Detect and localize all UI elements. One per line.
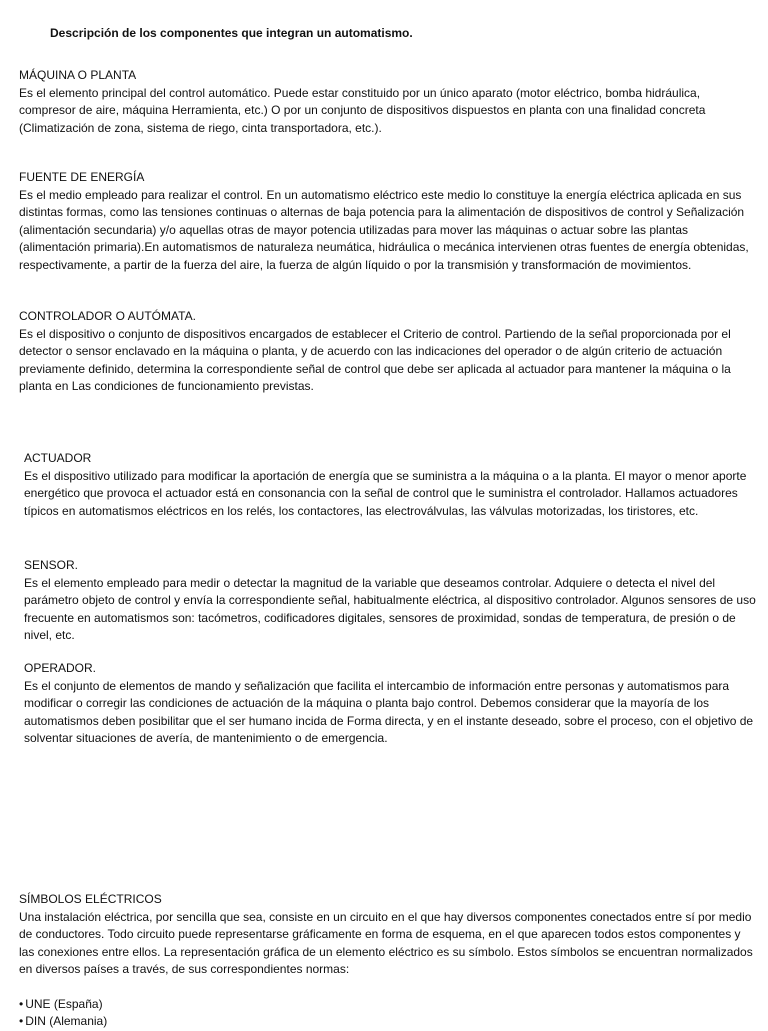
- section-body: Es el dispositivo utilizado para modificar la aportación de energía que se suministra a la máquina o a la planta. El mayor o menor aporte energético que provoca el actuador está en consonancia con la señal de control que le suministra el controlador. Hallamos actuadores típicos en automatismos eléctricos en los relés, los contactores, las electroválvulas, las válvulas motorizadas, los tiristores, etc.: [24, 468, 747, 518]
- section-controlador: [19, 308, 759, 396]
- section-body: Es el elemento empleado para medir o detectar la magnitud de la variable que deseamos controlar. Adquiere o detecta el nivel del parámetro objeto de control y envía la correspondiente señal, habitualmente eléctrica, al dispositivo controlador. Algunos sensores de uso frecuente en automatismos son: tacómetros, codificadores digitales, sensores de proximidad, sondas de temperatura, de presión o de nivel, etc.: [24, 575, 756, 642]
- section-body: Es el elemento principal del control automático. Puede estar constituido por un único aparato (motor eléctrico, bomba hidráulica, compresor de aire, máquina Herramienta, etc.) O por un conjunto de dispositivos dispuestos en planta con una finalidad concreta (Climatización de zona, sistema de riego, cinta transportadora, etc.).: [19, 85, 706, 135]
- section-body: Es el conjunto de elementos de mando y señalización que facilita el intercambio de información entre personas y automatismos para modificar o corregir las condiciones de actuación de la máquina o planta bajo control. Debemos considerar que la mayoría de los automatismos deben posibilitar que el ser humano incida de Forma directa, y en el instante deseado, sobre el proceso, con el objetivo de solventar situaciones de avería, de mantenimiento o de emergencia.: [24, 678, 754, 745]
- document-title: Descripción de los componentes que integran un automatismo.: [50, 26, 413, 40]
- section-body: Es el dispositivo o conjunto de dispositivos encargados de establecer el Criterio de control. Partiendo de la señal proporcionada por el detector o sensor enclavado en la máquina o planta, y de acuerdo con las indicaciones del operador o de algún criterio de actuación previamente definido, determina la correspondiente señal de control que debe ser aplicada al actuador para mantener la máquina o la planta en Las condiciones de funcionamiento previstas.: [19, 326, 731, 393]
- section-maquina-o-planta: [19, 67, 759, 137]
- section-operador: [24, 660, 760, 748]
- norms-list: [19, 996, 759, 1031]
- section-actuador: [24, 450, 760, 520]
- section-body: Es el medio empleado para realizar el control. En un automatismo eléctrico este medio lo constituye la energía eléctrica aplicada en sus distintas formas, como las tensiones continuas o alternas de baja potencia para la alimentación de dispositivos de control y Señalización (alimentación secundaria) y/o aquellas otras de mayor potencia utilizadas para mover las máquinas o actuar sobre las plantas (alimentación primaria).En automatismos de naturaleza neumática, hidráulica o mecánica intervienen otras fuentes de energía obtenidas, respectivamente, a partir de la fuerza del aire, la fuerza de algún líquido o por la transmisión y transformación de movimientos.: [19, 187, 749, 272]
- section-heading: SENSOR.: [24, 558, 79, 572]
- section-heading: FUENTE DE ENERGÍA: [19, 170, 145, 184]
- section-heading: SÍMBOLOS ELÉCTRICOS: [19, 892, 162, 906]
- section-sensor: [24, 557, 760, 645]
- section-heading: CONTROLADOR O AUTÓMATA.: [19, 309, 196, 323]
- list-item: • DIN (Alemania): [19, 1013, 759, 1031]
- section-simbolos-electricos: [19, 891, 759, 1031]
- list-item: • UNE (España): [19, 996, 759, 1014]
- section-body: Una instalación eléctrica, por sencilla que sea, consiste en un circuito en el que hay diversos componentes conectados entre sí por medio de conductores. Todo circuito puede representarse gráficamente en forma de esquema, en el que aparecen todos estos componentes y las conexiones entre ellos. La representación gráfica de un elemento eléctrico es su símbolo. Estos símbolos se encuentran normalizados en diversos países a través, de sus correspondientes normas:: [19, 909, 753, 976]
- section-heading: MÁQUINA O PLANTA: [19, 68, 137, 82]
- section-heading: OPERADOR.: [24, 661, 97, 675]
- section-fuente-de-energia: [19, 169, 759, 274]
- section-heading: ACTUADOR: [24, 451, 92, 465]
